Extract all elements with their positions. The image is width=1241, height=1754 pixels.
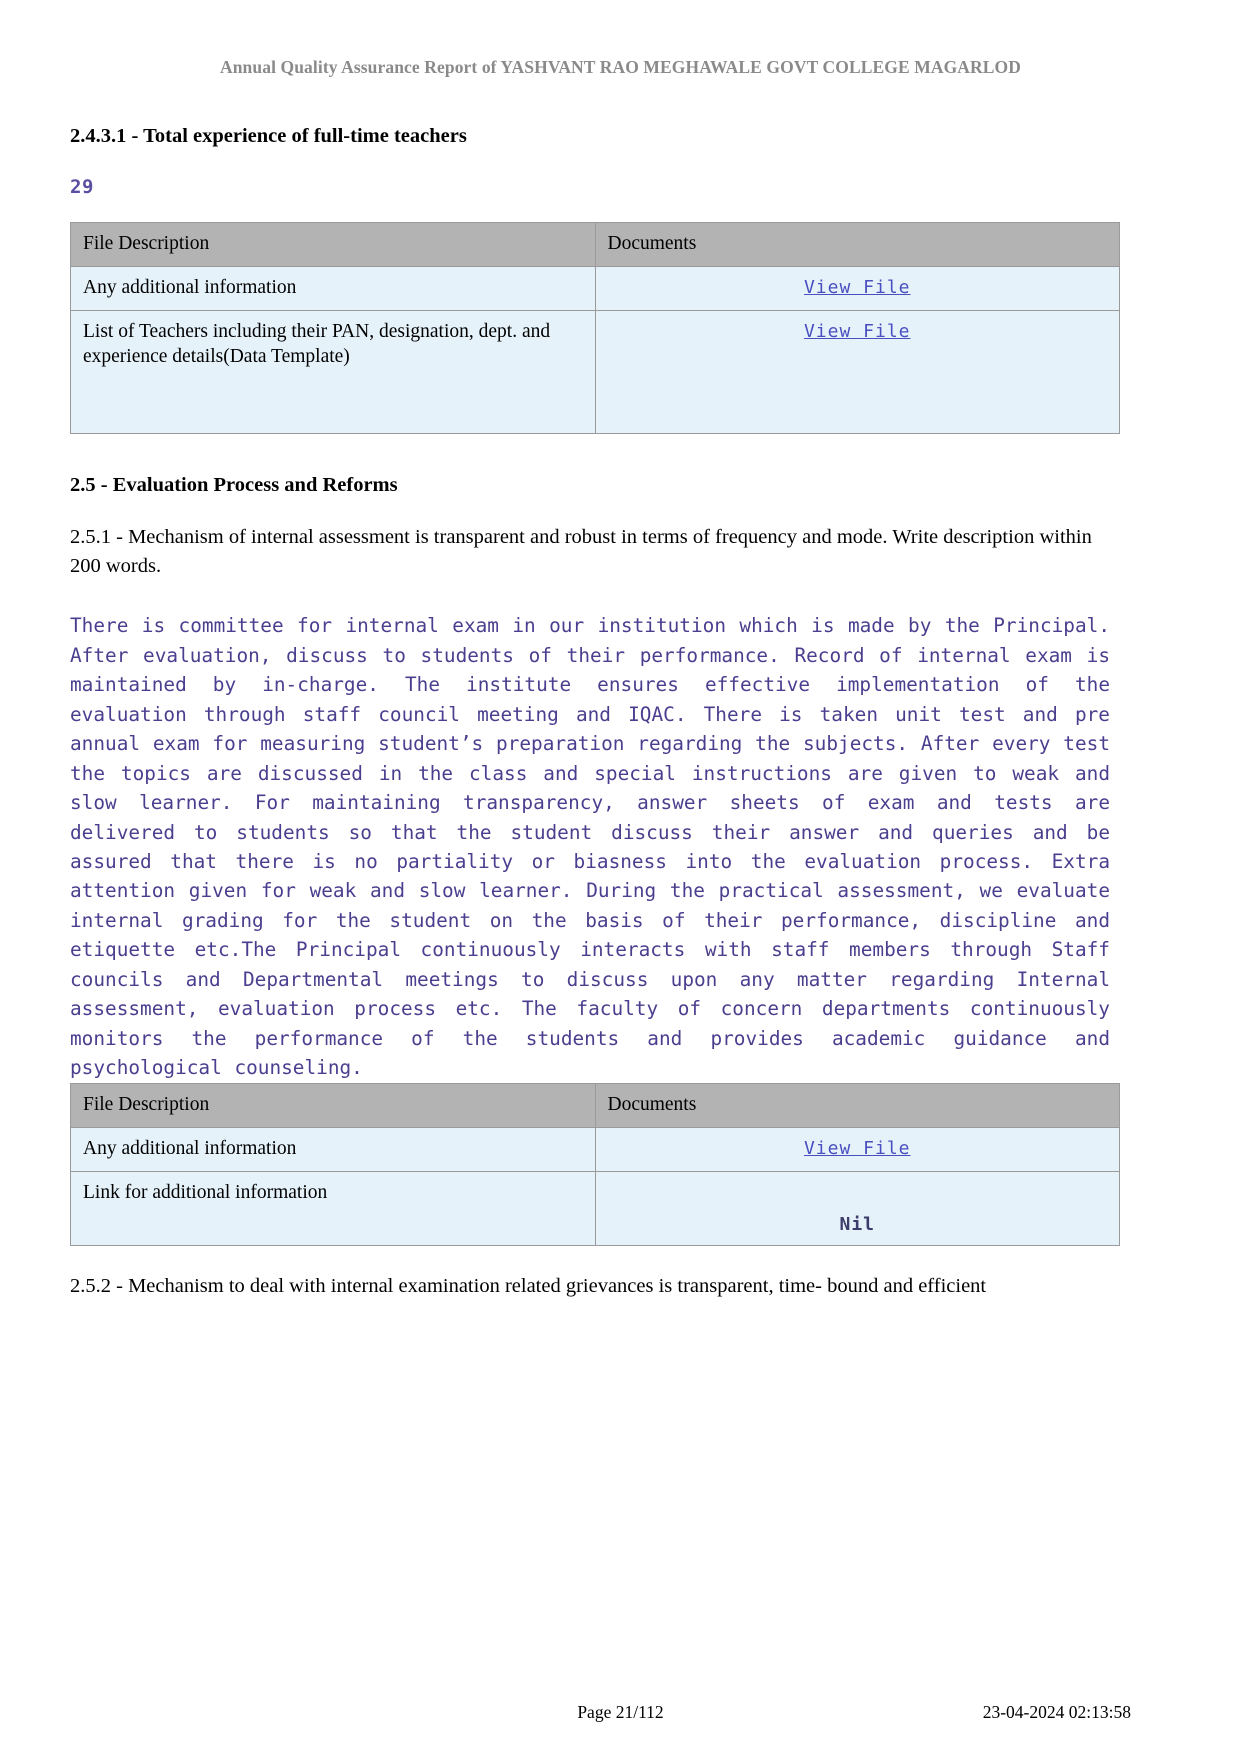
table-header-row — [71, 223, 1120, 267]
table-row — [71, 1171, 1120, 1245]
table-row — [71, 1127, 1120, 1171]
question-252: 2.5.2 - Mechanism to deal with internal examination related grievances is transparent, time- bound and efficient — [70, 1274, 987, 1297]
document-cell — [595, 1171, 1120, 1245]
metric-2431-value: 29 — [70, 176, 94, 198]
column-header-documents: Documents — [595, 223, 1120, 267]
page-content — [70, 125, 1125, 1301]
view-file-link[interactable]: View File — [803, 320, 911, 342]
running-header: Annual Quality Assurance Report of YASHVANT RAO MEGHAWALE GOVT COLLEGE MAGARLOD — [219, 57, 1022, 77]
column-header-file-description: File Description — [71, 1083, 596, 1127]
page-number: Page 21/112 — [577, 1702, 664, 1722]
file-description-cell: List of Teachers including their PAN, designation, dept. and experience details(Data Template) — [71, 310, 596, 433]
generation-timestamp: 23-04-2024 02:13:58 — [982, 1702, 1131, 1722]
document-cell — [595, 266, 1120, 310]
view-file-link[interactable]: View File — [803, 1137, 911, 1159]
column-header-documents: Documents — [595, 1083, 1120, 1127]
heading-25: 2.5 - Evaluation Process and Reforms — [70, 473, 398, 496]
documents-table-2431 — [70, 222, 1120, 434]
nil-value: Nil — [839, 1213, 875, 1235]
response-251: There is committee for internal exam in our institution which is made by the Principal. After evaluation, discuss to students of their performance. Record of internal exam is maintained by in-charge. The institute ensures effective implementation of the evaluation through staff council meeting and IQAC. There is taken unit test and pre annual exam for measuring student’s preparation regarding the subjects. After every test the topics are discussed in the class and special instructions are given to weak and slow learner. For maintaining transparency, answer sheets of exam and tests are delivered to students so that the student discuss their answer and queries and be assured that there is no partiality or biasness into the evaluation process. Extra attention given for weak and slow learner. During the practical assessment, we evaluate internal grading for the student on the basis of their performance, discipline and etiquette etc.The Principal continuously interacts with staff members through Staff councils and Departmental meetings to discuss upon any matter regarding Internal assessment, evaluation process etc. The faculty of concern departments continuously monitors the performance of the students and provides academic guidance and psychological counseling. — [70, 614, 1110, 1080]
documents-table-251 — [70, 1083, 1120, 1246]
question-251: 2.5.1 - Mechanism of internal assessment is transparent and robust in terms of frequency and mode. Write description within 200 words. — [70, 525, 1092, 578]
table-row — [71, 266, 1120, 310]
heading-2431: 2.4.3.1 - Total experience of full-time teachers — [70, 125, 467, 147]
table-header-row — [71, 1083, 1120, 1127]
column-header-file-description: File Description — [71, 223, 596, 267]
file-description-cell: Link for additional information — [71, 1171, 596, 1245]
view-file-link[interactable]: View File — [803, 276, 911, 298]
document-cell — [595, 310, 1120, 433]
file-description-cell: Any additional information — [71, 1127, 596, 1171]
document-cell — [595, 1127, 1120, 1171]
file-description-cell: Any additional information — [71, 266, 596, 310]
table-row — [71, 310, 1120, 433]
